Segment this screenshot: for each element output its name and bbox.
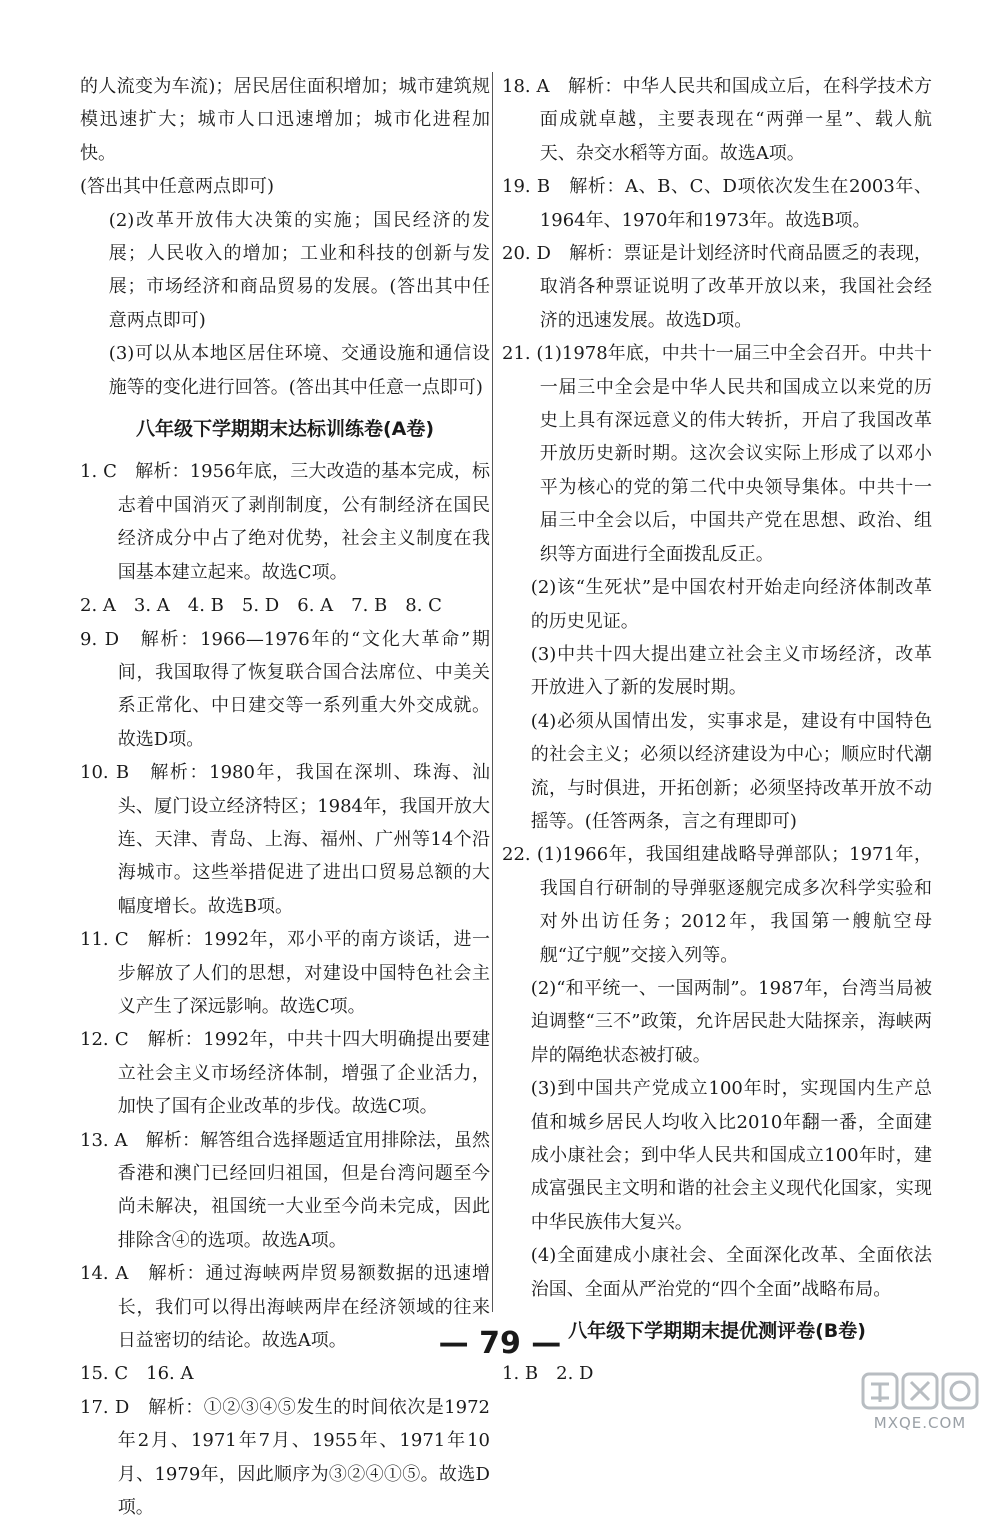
left-paragraph: 9. D 解析：1966—1976年的“文化大革命”期间，我国取得了恢复联合国合法席位、中美关系正常化、中日建交等一系列重大外交成就。故选D项。 (80, 628, 490, 750)
right-paragraph: 18. A 解析：中华人民共和国成立后，在科学技术方面成就卓越，主要表现在“两弹一星”、载人航天、杂交水稻等方面。故选A项。 (502, 76, 932, 164)
left-paragraph: 的人流变为车流)；居民居住面积增加；城市建筑规模迅速扩大；城市人口迅速增加；城市化进程加快。 (80, 76, 490, 164)
left-paragraph: (2)改革开放伟大决策的实施；国民经济的发展；人民收入的增加；工业和科技的创新与发展；市场经济和商品贸易的发展。(答出其中任意两点即可) (108, 209, 490, 331)
left-paragraph: 14. A 解析：通过海峡两岸贸易额数据的迅速增长，我们可以得出海峡两岸在经济领域的往来日益密切的结论。故选A项。 (80, 1263, 490, 1352)
right-paragraph: (4)必须从国情出发，实事求是，建设有中国特色的社会主义；必须以经济建设为中心；顺应时代潮流，与时俱进，开拓创新；必须坚持改革开放不动摇等。(任答两条，言之有理即可) (530, 710, 932, 832)
right-paragraph: 22. (1)1966年，我国组建战略导弹部队；1971年，我国自行研制的导弹驱逐舰完成多次科学实验和对外出访任务；2012年，我国第一艘航空母舰“辽宁舰”交接入列等。 (502, 844, 932, 966)
right-paragraph: 1. B 2. D (502, 1363, 594, 1385)
watermark-text: MXQE.COM (873, 1414, 967, 1432)
right-paragraph: 21. (1)1978年底，中共十一届三中全会召开。中共十一届三中全会是中华人民共和国成立以来党的历史上具有深远意义的伟大转折，开启了我国改革开放历史新时期。这次会议实际上形成了以邓小平为核心的党的第二代中央领导集体。中共十一届三中全会以后，中国共产党在思想、政治、组织等方面进行全面拨乱反正。 (502, 343, 932, 565)
left-paragraph: 11. C 解析：1992年，邓小平的南方谈话，进一步解放了人们的思想，对建设中国特色社会主义产生了深远影响。故选C项。 (80, 929, 490, 1017)
right-section-header: 八年级下学期期末提优测评卷(B卷) (568, 1320, 866, 1343)
left-paragraph: 15. C 16. A (80, 1363, 194, 1385)
right-paragraph: (3)中共十四大提出建立社会主义市场经济，改革开放进入了新的发展时期。 (530, 643, 932, 699)
left-paragraph: 1. C 解析：1956年底，三大改造的基本完成，标志着中国消灭了剥削制度，公有制经济在国民经济成分中占了绝对优势，社会主义制度在我国基本建立起来。故选C项。 (80, 461, 490, 583)
right-paragraph: 20. D 解析：票证是计划经济时代商品匮乏的表现，取消各种票证说明了改革开放以来，我国社会经济的迅速发展。故选D项。 (502, 243, 932, 331)
left-section-header: 八年级下学期期末达标训练卷(A卷) (135, 418, 435, 441)
column-divider (492, 72, 493, 1312)
left-column (80, 70, 490, 1524)
left-paragraph: 17. D 解析：①②③④⑤发生的时间依次是1972年2月、1971年7月、1955年、1971年10月、1979年，因此顺序为③②④①⑤。故选D项。 (80, 1396, 490, 1519)
left-paragraph: 10. B 解析：1980年，我国在深圳、珠海、汕头、厦门设立经济特区；1984年，我国开放大连、天津、青岛、上海、福州、广州等14个沿海城市。这些举措促进了进出口贸易总额的大幅度增长。故选B项。 (80, 762, 490, 917)
right-paragraph: 19. B 解析：A、B、C、D项依次发生在2003年、1964年、1970年和1973年。故选B项。 (502, 176, 932, 231)
right-paragraph: (2)“和平统一、一国两制”。1987年，台湾当局被迫调整“三不”政策，允许居民赴大陆探亲，海峡两岸的隔绝状态被打破。 (530, 977, 932, 1066)
left-paragraph: (答出其中任意两点即可) (80, 176, 275, 198)
right-paragraph: (3)到中国共产党成立100年时，实现国内生产总值和城乡居民人均收入比2010年翻一番，全面建成小康社会；到中华人民共和国成立100年时，建成富强民主文明和谐的社会主义现代化国家，实现中华民族伟大复兴。 (530, 1078, 932, 1233)
left-paragraph: 12. C 解析：1992年，中共十四大明确提出要建立社会主义市场经济体制，增强了企业活力，加快了国有企业改革的步伐。故选C项。 (80, 1029, 490, 1118)
answer-logo-icon (855, 1368, 985, 1414)
right-paragraph: (4)全面建成小康社会、全面深化改革、全面依法治国、全面从严治党的“四个全面”战略布局。 (530, 1245, 932, 1300)
watermark (855, 1368, 985, 1438)
right-paragraph: (2)该“生死状”是中国农村开始走向经济体制改革的历史见证。 (530, 577, 932, 632)
left-paragraph: 2. A 3. A 4. B 5. D 6. A 7. B 8. C (80, 595, 442, 617)
page-number: — 79 — (438, 1326, 562, 1361)
left-paragraph: (3)可以从本地区居住环境、交通设施和通信设施等的变化进行回答。(答出其中任意一点即可) (108, 343, 490, 398)
right-column (502, 70, 932, 1391)
left-paragraph: 13. A 解析：解答组合选择题适宜用排除法，虽然香港和澳门已经回归祖国，但是台湾问题至今尚未解决，祖国统一大业至今尚未完成，因此排除含④的选项。故选A项。 (80, 1129, 490, 1251)
